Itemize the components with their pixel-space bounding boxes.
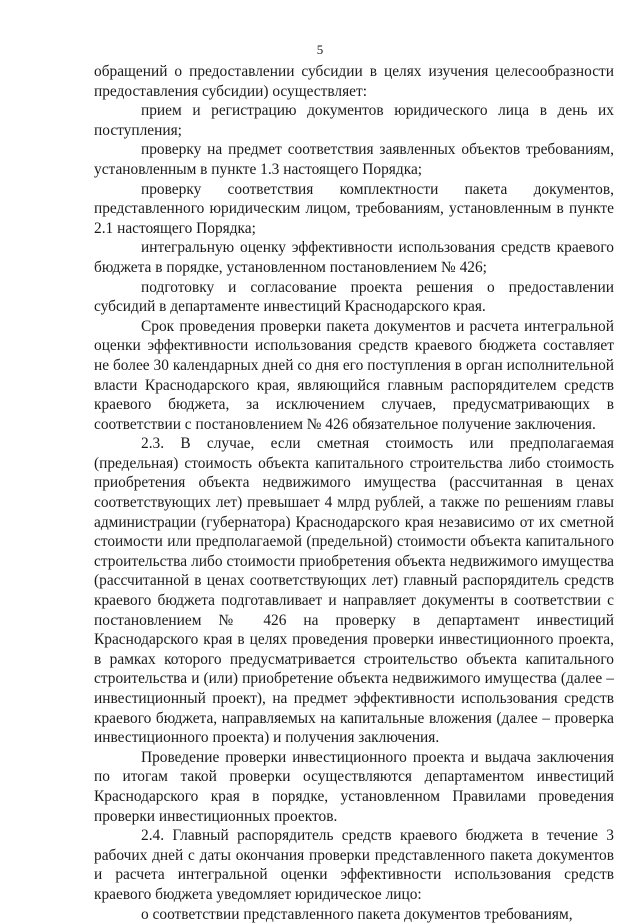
list-item: о соответствии представленного пакета документов требованиям,	[141, 905, 573, 923]
paragraph-section-2-3: 2.3. В случае, если сметная стоимость или предполагаемая (предельная) стоимость объекта капитального строительства либо стоимость приобретения объекта недвижимого имущества (рассчитанная в ценах соответствующих лет) превышает 4 млрд рублей, а также по решениям главы администрации (губернатора) Краснодарского края независимо от их сметной стоимости или предполагаемой (предельной) стоимости объекта капитального строительства либо стоимости приобретения объекта недвижимого имущества (рассчитанной в ценах соответствующих лет) главный распорядитель средств краевого бюджета подготавливает и направляет документы в соответствии с постановлением № 426 на проверку в департамент инвестиций Краснодарского края в целях проведения проверки инвестиционного проекта, в рамках которого предусматривается строительство объекта капитального строительства и (или) приобретение объекта недвижимого имущества (далее – инвестиционный проект), на предмет эффективности использования средств краевого бюджета, направляемых на капитальные вложения (далее – проверка инвестиционного проекта) и получения заключения.	[94, 435, 614, 747]
list-item: подготовку и согласование проекта решения о предоставлении субсидий в департаменте инвестиций Краснодарского края.	[94, 278, 614, 316]
page-number: 5	[316, 42, 324, 57]
paragraph: обращений о предоставлении субсидии в целях изучения целесообразности предоставления субсидии) осуществляет:	[94, 63, 614, 100]
list-item: прием и регистрацию документов юридического лица в день их поступления;	[94, 102, 614, 139]
list-item: проверку на предмет соответствия заявленных объектов требованиям, установленным в пункте 1.3 настоящего Порядка;	[94, 141, 614, 178]
list-item: интегральную оценку эффективности использования средств краевого бюджета в порядке, установленном постановлением № 426;	[94, 239, 614, 276]
paragraph: Срок проведения проверки пакета документов и расчета интегральной оценки эффективности использования средств краевого бюджета составляет не более 30 календарных дней со дня его поступления в орган исполнительной власти Краснодарского края, являющийся главным распорядителем средств краевого бюджета, за исключением случаев, предусматривающих в соответствии с постановлением № 426 обязательное получение заключения.	[94, 317, 614, 433]
document-body	[94, 62, 614, 924]
paragraph-section-2-4: 2.4. Главный распорядитель средств краевого бюджета в течение 3 рабочих дней с даты окончания проверки представленного пакета документов и расчета интегральной оценки эффективности использования средств краевого бюджета уведомляет юридическое лицо:	[94, 827, 614, 903]
paragraph: Проведение проверки инвестиционного проекта и выдача заключения по итогам такой проверки осуществляются департаментом инвестиций Краснодарского края в порядке, установленном Правилами проведения проверки инвестиционных проектов.	[94, 748, 614, 825]
list-item: проверку соответствия комплектности пакета документов, представленного юридическим лицом, требованиям, установленным в пункте 2.1 настоящего Порядка;	[94, 180, 614, 237]
